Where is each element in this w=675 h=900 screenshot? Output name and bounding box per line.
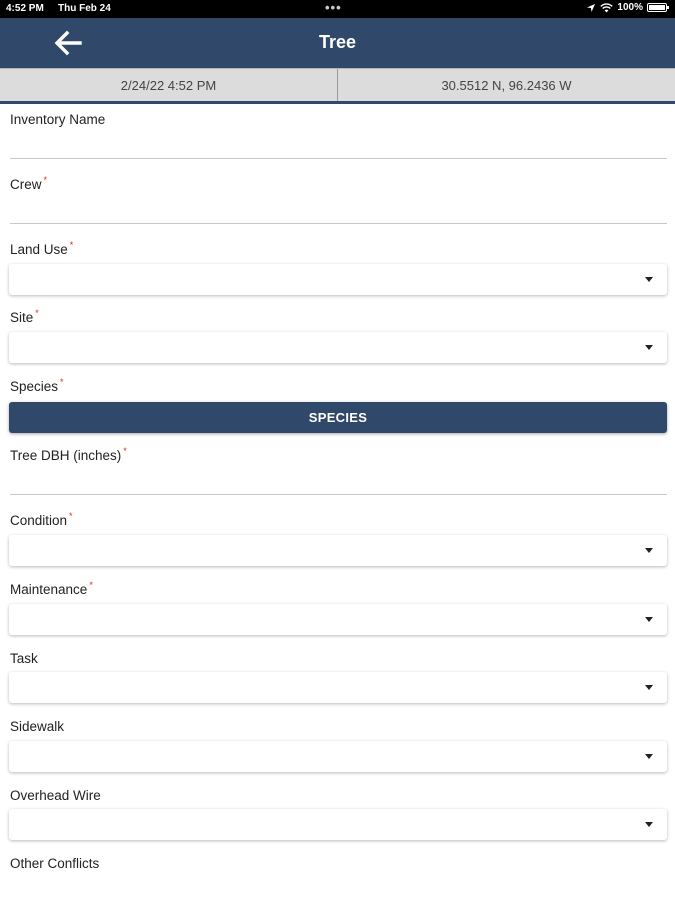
caret-down-icon — [645, 754, 653, 759]
battery-icon — [647, 3, 667, 12]
required-marker: * — [60, 377, 64, 387]
caret-down-icon — [645, 617, 653, 622]
tree-dbh-label — [10, 448, 127, 463]
site-select[interactable] — [9, 332, 667, 363]
battery-percent: 100% — [617, 2, 643, 13]
site-label-text: Site — [10, 310, 34, 325]
task-label-text: Task — [10, 651, 38, 666]
overhead-wire-select[interactable] — [9, 809, 667, 840]
species-button[interactable]: SPECIES — [9, 402, 667, 433]
condition-label — [10, 513, 73, 528]
species-label — [10, 379, 64, 394]
crew-field[interactable] — [10, 223, 667, 224]
status-time: 4:52 PM — [6, 3, 44, 14]
status-right — [586, 2, 667, 13]
required-marker: * — [123, 446, 127, 456]
task-label — [10, 651, 38, 666]
task-select[interactable] — [9, 672, 667, 703]
site-label — [10, 310, 39, 325]
tree-dbh-field[interactable] — [10, 494, 667, 495]
caret-down-icon — [645, 345, 653, 350]
inventory-name-label-text: Inventory Name — [10, 112, 106, 127]
condition-label-text: Condition — [10, 513, 68, 528]
coordinates-cell: 30.5512 N, 96.2436 W — [337, 69, 675, 101]
species-label-text: Species — [10, 379, 59, 394]
required-marker: * — [35, 308, 39, 318]
page-title: Tree — [318, 32, 357, 52]
maintenance-label-text: Maintenance — [10, 582, 88, 597]
location-arrow-icon — [586, 3, 596, 13]
sidewalk-label-text: Sidewalk — [10, 719, 65, 734]
required-marker: * — [69, 511, 73, 521]
info-bar — [0, 68, 675, 104]
overhead-wire-label — [10, 788, 101, 803]
land-use-label — [10, 242, 73, 257]
overhead-wire-label-text: Overhead Wire — [10, 788, 101, 803]
caret-down-icon — [645, 277, 653, 282]
status-bar — [0, 0, 675, 18]
multitask-dots[interactable]: ••• — [325, 0, 342, 15]
land-use-label-text: Land Use — [10, 242, 68, 257]
tree-dbh-label-text: Tree DBH (inches) — [10, 448, 122, 463]
land-use-select[interactable] — [9, 264, 667, 295]
crew-label — [10, 177, 47, 192]
required-marker: * — [69, 240, 74, 250]
maintenance-select[interactable] — [9, 604, 667, 635]
maintenance-label — [10, 582, 93, 597]
timestamp-cell: 2/24/22 4:52 PM — [120, 78, 217, 93]
wifi-icon — [600, 3, 613, 13]
required-marker: * — [89, 580, 93, 590]
caret-down-icon — [645, 822, 653, 827]
app-header — [0, 18, 675, 68]
other-conflicts-label-text: Other Conflicts — [10, 856, 100, 871]
caret-down-icon — [645, 685, 653, 690]
sidewalk-label — [10, 719, 64, 734]
caret-down-icon — [645, 548, 653, 553]
condition-select[interactable] — [9, 535, 667, 566]
crew-label-text: Crew — [10, 177, 42, 192]
status-date: Thu Feb 24 — [58, 3, 111, 14]
inventory-name-label — [10, 112, 105, 127]
sidewalk-select[interactable] — [9, 741, 667, 772]
required-marker: * — [43, 175, 48, 185]
other-conflicts-label — [10, 856, 99, 871]
inventory-name-field[interactable] — [10, 158, 667, 159]
